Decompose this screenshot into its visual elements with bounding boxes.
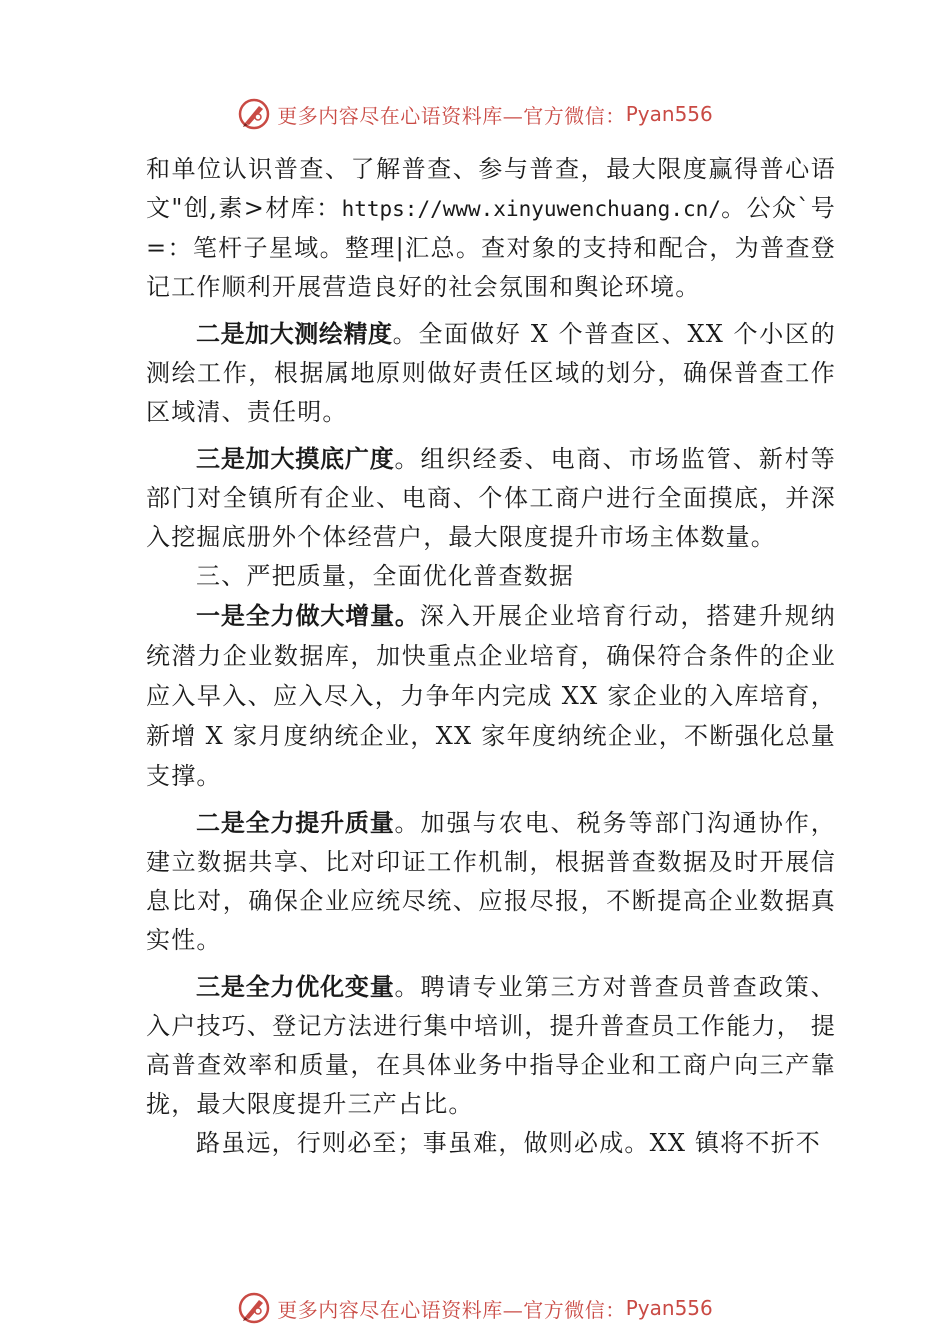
watermark-text: 更多内容尽在心语资料库—官方微信： xyxy=(277,103,626,128)
watermark-text: 更多内容尽在心语资料库—官方微信： xyxy=(277,1297,626,1322)
paragraph-increment-lead: 一是全力做大增量。 xyxy=(196,602,420,630)
pen-logo-icon xyxy=(237,1291,271,1325)
paragraph-mapping-lead: 二是加大测绘精度 xyxy=(196,320,393,348)
intro-text-b: 心语文"创,素>材库： xyxy=(146,155,837,222)
pen-logo-icon xyxy=(237,97,271,131)
watermark-banner-top xyxy=(0,94,950,134)
paragraph-intro xyxy=(146,150,836,307)
paragraph-variable xyxy=(146,968,836,1124)
paragraph-variable-lead: 三是全力优化变量 xyxy=(196,973,395,1001)
paragraph-survey-body: 。组织经委、电商、市场监管、新村等部门对全镇所有企业、电商、个体工商户进行全面摸底，并深入挖掘底册外个体经营户，最大限度提升市场主体数量。 xyxy=(146,445,836,551)
intro-url: https://www.xinyuwenchuang.cn/ xyxy=(341,197,721,221)
paragraph-mapping xyxy=(146,315,836,432)
paragraph-increment-body: 深入开展企业培育行动，搭建升规纳统潜力企业数据库，加快重点企业培育，确保符合条件的企业应入早入、应入尽入，力争年内完成 XX 家企业的入库培育，新增 X 家月度纳统企业，XX 家年度纳统企业，不断强化总量支撑。 xyxy=(146,602,837,790)
paragraph-closing: 路虽远，行则必至；事虽难，做则必成。XX 镇将不折不 xyxy=(196,1129,821,1157)
paragraph-quality xyxy=(146,804,836,960)
watermark-banner-bottom xyxy=(0,1288,950,1328)
paragraph-increment xyxy=(146,596,836,796)
watermark-wechat: Pyan556 xyxy=(625,1296,713,1320)
document-body xyxy=(146,150,836,1163)
paragraph-survey xyxy=(146,440,836,557)
paragraph-mapping-body: 。全面做好 X 个普查区、XX 个小区的测绘工作，根据属地原则做好责任区域的划分，确保普查工作区域清、责任明。 xyxy=(146,320,836,426)
paragraph-quality-body: 。加强与农电、税务等部门沟通协作，建立数据共享、比对印证工作机制，根据普查数据及时开展信息比对，确保企业应统尽统、应报尽报，不断提高企业数据真实性。 xyxy=(146,809,836,954)
paragraph-variable-body: 。聘请专业第三方对普查员普查政策、入户技巧、登记方法进行集中培训，提升普查员工作能力， 提高普查效率和质量，在具体业务中指导企业和工商户向三产靠拢，最大限度提升三产占比。 xyxy=(146,973,836,1118)
intro-text-c: 。公众`号=：笔杆子星域。整理|汇总。查对象的支持和配合，为普查登记工作顺利开展营造良好的社会氛围和舆论环境。 xyxy=(146,194,837,301)
intro-text-a: 和单位认识普查、了解普查、参与普查，最大限度赢得普 xyxy=(146,155,786,183)
paragraph-survey-lead: 三是加大摸底广度 xyxy=(196,445,395,473)
section-heading-3: 三、严把质量，全面优化普查数据 xyxy=(196,562,574,590)
paragraph-quality-lead: 二是全力提升质量 xyxy=(196,809,395,837)
watermark-wechat: Pyan556 xyxy=(625,102,713,126)
